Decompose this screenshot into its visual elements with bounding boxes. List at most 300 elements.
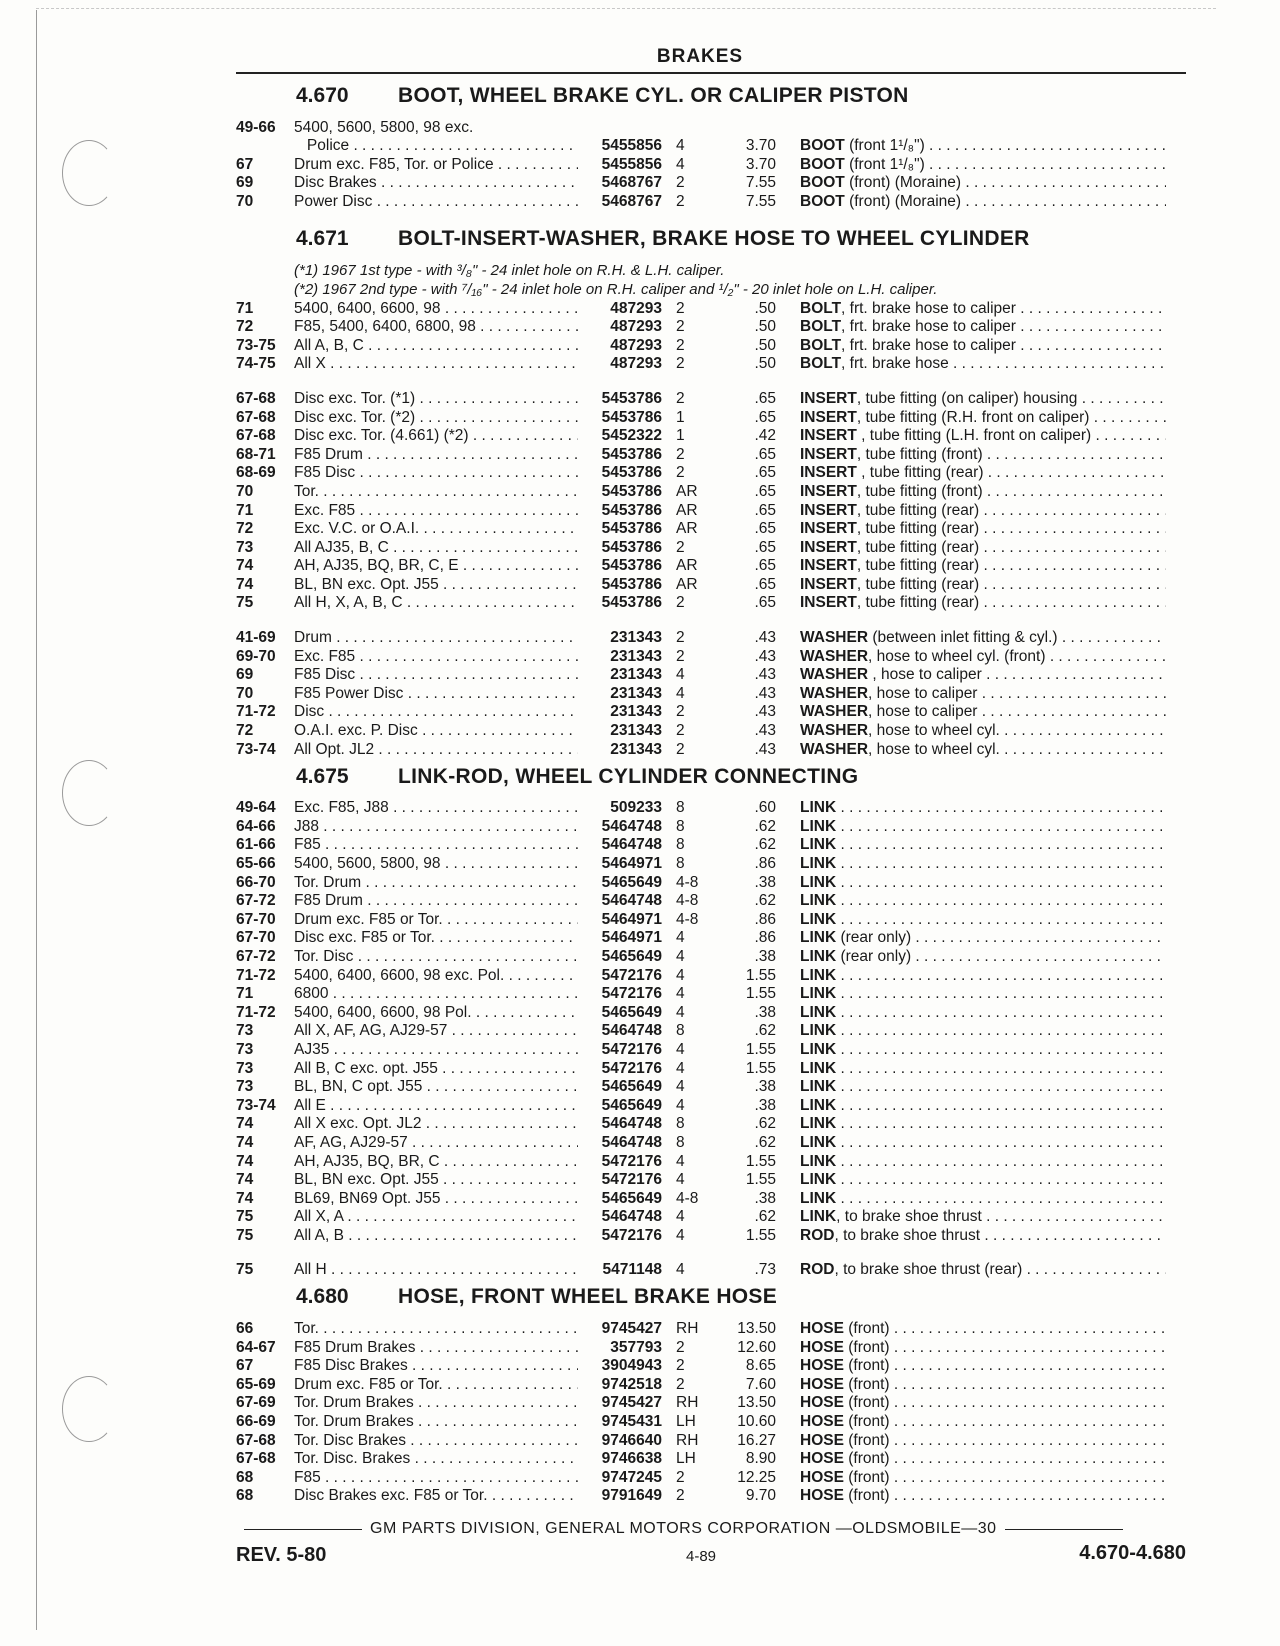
description [776, 685, 1166, 703]
description [776, 929, 1166, 947]
application: AJ35 . . . [294, 1041, 578, 1059]
application: All X, A . . . [294, 1208, 578, 1226]
part-number: 509233 [610, 799, 662, 817]
part-detail: , hose to wheel cyl. [868, 722, 1000, 740]
quantity: 4 [676, 1171, 685, 1189]
part-row [236, 1487, 1186, 1506]
part-number: 5453786 [601, 464, 662, 482]
application: All A, B . . . [294, 1227, 578, 1245]
part-row [236, 966, 1186, 985]
part-name: BOLT [800, 336, 842, 354]
section-title: BOLT-INSERT-WASHER, BRAKE HOSE TO WHEEL CYLINDER [398, 226, 1030, 250]
part-number: 5453786 [601, 538, 662, 556]
part-name: ROD [800, 1261, 835, 1279]
part-detail: (front) [843, 1450, 890, 1468]
part-name: LINK [800, 1133, 837, 1151]
part-row [236, 1375, 1186, 1394]
quantity: 2 [676, 722, 685, 740]
part-row [236, 137, 1186, 156]
application: AF, AG, AJ29-57 . . . [294, 1134, 578, 1152]
description [776, 409, 1166, 427]
quantity: 4 [676, 1226, 685, 1244]
model-years: 68 [236, 1468, 254, 1486]
part-name: INSERT [800, 482, 857, 500]
part-detail: , tube fitting (rear) [856, 464, 984, 482]
part-row [236, 1431, 1186, 1450]
part-row [236, 299, 1186, 318]
model-years: 72 [236, 520, 254, 538]
description [776, 193, 1166, 211]
description [776, 892, 1166, 910]
section-spacer [236, 211, 1186, 227]
part-number: 5455856 [601, 155, 662, 173]
quantity: 8 [676, 1133, 685, 1151]
part-number: 5464748 [601, 836, 662, 854]
application: BL, BN exc. Opt. J55 . . . [294, 1171, 578, 1189]
part-name: HOSE [800, 1394, 844, 1412]
part-row [236, 594, 1186, 613]
model-years: 70 [236, 684, 254, 702]
quantity: 1 [676, 408, 685, 426]
price: .62 [754, 1115, 776, 1133]
model-years: 66 [236, 1320, 254, 1338]
part-detail: (front) (Moraine) [844, 192, 962, 210]
quantity: 2 [676, 594, 685, 612]
price: .62 [754, 836, 776, 854]
description [776, 576, 1166, 594]
part-row [236, 1171, 1186, 1190]
price: .62 [754, 892, 776, 910]
description [776, 1261, 1166, 1279]
part-number: 5453786 [601, 408, 662, 426]
quantity: 2 [676, 464, 685, 482]
part-name: HOSE [800, 1320, 844, 1338]
description [776, 355, 1166, 373]
quantity: 4 [676, 1059, 685, 1077]
part-number: 5453786 [601, 501, 662, 519]
part-detail: (front) (Moraine) [844, 174, 962, 192]
part-row [236, 174, 1186, 193]
quantity: 4-8 [676, 873, 699, 891]
model-years: 67-68 [236, 408, 276, 426]
part-row [236, 1261, 1186, 1280]
price: .62 [754, 817, 776, 835]
quantity: 4 [676, 1152, 685, 1170]
description [776, 539, 1166, 557]
part-detail: (front) [843, 1487, 890, 1505]
part-row [236, 1022, 1186, 1041]
model-years: 73 [236, 1078, 254, 1096]
part-row [236, 817, 1186, 836]
quantity: 4 [676, 155, 685, 173]
price: .50 [754, 355, 776, 373]
description [776, 948, 1166, 966]
description [776, 985, 1166, 1003]
application: Disc . . . [294, 703, 578, 721]
part-detail: (front) [843, 1375, 890, 1393]
description [776, 1097, 1166, 1115]
price: 1.55 [745, 1152, 776, 1170]
part-number: 5465649 [601, 873, 662, 891]
part-number: 5453786 [601, 520, 662, 538]
model-years: 74 [236, 1189, 254, 1207]
description [776, 174, 1166, 192]
part-row [236, 1003, 1186, 1022]
price: .50 [754, 318, 776, 336]
description [776, 1413, 1166, 1431]
application: Disc Brakes exc. F85 or Tor. . . . [294, 1487, 578, 1505]
model-years: 75 [236, 594, 254, 612]
quantity: 4 [676, 1078, 685, 1096]
part-row [236, 740, 1186, 759]
part-name: INSERT [800, 464, 857, 482]
part-row [236, 355, 1186, 374]
part-detail: , tube fitting (R.H. front on caliper) [856, 408, 1090, 426]
quantity: AR [676, 557, 698, 575]
part-row [236, 1338, 1186, 1357]
application: F85, 5400, 6400, 6800, 98 . . . [294, 318, 578, 336]
part-name: LINK [800, 892, 837, 910]
price: 13.50 [737, 1394, 776, 1412]
description [776, 911, 1166, 929]
part-detail: , tube fitting (rear) [856, 594, 980, 612]
application: Disc exc. Tor. (4.661) (*2) . . . [294, 427, 578, 445]
part-detail: (rear only) [836, 929, 912, 947]
part-detail: , tube fitting (rear) [856, 501, 980, 519]
section-header [236, 765, 1186, 799]
description [776, 464, 1166, 482]
price: .86 [754, 929, 776, 947]
model-years: 71-72 [236, 966, 276, 984]
part-number: 5464748 [601, 892, 662, 910]
part-name: WASHER [800, 629, 869, 647]
part-number: 5468767 [601, 192, 662, 210]
price: .50 [754, 299, 776, 317]
footer-division-line [236, 1520, 1186, 1538]
part-name: LINK [800, 1096, 837, 1114]
part-row [236, 1059, 1186, 1078]
price: .38 [754, 1189, 776, 1207]
page-number: 4-89 [686, 1548, 717, 1565]
part-row [236, 985, 1186, 1004]
description [776, 722, 1166, 740]
part-row [236, 1357, 1186, 1376]
application: 6800 . . . [294, 985, 578, 1003]
model-years: 69 [236, 174, 254, 192]
description [776, 1115, 1166, 1133]
part-name: HOSE [800, 1468, 844, 1486]
part-detail: , tube fitting (rear) [856, 557, 980, 575]
part-number: 487293 [610, 318, 662, 336]
application: F85 Drum Brakes . . . [294, 1339, 578, 1357]
part-row [236, 1450, 1186, 1469]
part-number: 5465649 [601, 947, 662, 965]
model-years: 61-66 [236, 836, 276, 854]
binding-rule [36, 10, 37, 1630]
model-years: 64-66 [236, 817, 276, 835]
application: All E . . . [294, 1097, 578, 1115]
part-detail: , frt. brake hose to caliper [841, 336, 1016, 354]
description [776, 502, 1166, 520]
quantity: 4 [676, 684, 685, 702]
quantity: 2 [676, 629, 685, 647]
price: 7.55 [745, 174, 776, 192]
description [776, 1004, 1166, 1022]
application: Disc exc. Tor. (*2) . . . [294, 409, 578, 427]
price: 10.60 [737, 1413, 776, 1431]
part-number: 5472176 [601, 985, 662, 1003]
part-name: HOSE [800, 1487, 844, 1505]
model-years: 68-69 [236, 464, 276, 482]
part-detail: , tube fitting (front) [856, 445, 983, 463]
model-years: 72 [236, 318, 254, 336]
model-years: 74 [236, 575, 254, 593]
application: O.A.I. exc. P. Disc . . . [294, 722, 578, 740]
description [776, 967, 1166, 985]
part-detail: , hose to wheel cyl. (front) [868, 647, 1046, 665]
quantity: 2 [676, 1375, 685, 1393]
part-detail: , frt. brake hose to caliper [841, 299, 1016, 317]
model-years: 73 [236, 538, 254, 556]
price: .43 [754, 629, 776, 647]
price: .38 [754, 947, 776, 965]
description [776, 855, 1166, 873]
part-name: BOLT [800, 318, 842, 336]
part-name: INSERT [800, 501, 857, 519]
quantity: RH [676, 1320, 699, 1338]
model-years: 67-72 [236, 892, 276, 910]
description [776, 666, 1166, 684]
price: 7.60 [745, 1375, 776, 1393]
model-years: 41-69 [236, 629, 276, 647]
quantity: 2 [676, 389, 685, 407]
description [776, 1041, 1166, 1059]
part-number: 9746638 [601, 1450, 662, 1468]
part-number: 5464748 [601, 1208, 662, 1226]
part-row [236, 647, 1186, 666]
quantity: 2 [676, 336, 685, 354]
application: Drum . . . [294, 629, 578, 647]
part-name: BOOT [800, 174, 845, 192]
quantity: LH [676, 1413, 696, 1431]
part-number: 9747245 [601, 1468, 662, 1486]
section-header [236, 84, 1186, 118]
part-name: INSERT [800, 557, 857, 575]
model-years: 66-70 [236, 873, 276, 891]
application: Disc exc. F85 or Tor. . . . [294, 929, 578, 947]
quantity: 2 [676, 445, 685, 463]
part-row [236, 336, 1186, 355]
part-detail: , tube fitting (rear) [856, 575, 980, 593]
part-name: ROD [800, 1226, 835, 1244]
description [776, 703, 1166, 721]
description [776, 1394, 1166, 1412]
application: F85 Disc . . . [294, 666, 578, 684]
model-years: 67-68 [236, 389, 276, 407]
description [776, 1227, 1166, 1245]
price: .86 [754, 910, 776, 928]
description [776, 1469, 1166, 1487]
price: .65 [754, 557, 776, 575]
footer-division: GM PARTS DIVISION, GENERAL MOTORS CORPORATION —OLDSMOBILE—30 [370, 1520, 997, 1537]
quantity: 2 [676, 1357, 685, 1375]
application: 5400, 6400, 6600, 98 exc. Pol. . . . [294, 967, 578, 985]
application: 5400, 5600, 5800, 98 . . . [294, 855, 578, 873]
part-detail: , to brake shoe thrust (rear) [834, 1261, 1023, 1279]
application: AH, AJ35, BQ, BR, C, E . . . [294, 557, 578, 575]
group-spacer [236, 373, 1186, 389]
part-row [236, 464, 1186, 483]
part-name: LINK [800, 1040, 837, 1058]
part-name: LINK [800, 799, 837, 817]
description [776, 446, 1166, 464]
part-name: INSERT [800, 594, 857, 612]
part-number: 3904943 [601, 1357, 662, 1375]
part-row [236, 445, 1186, 464]
part-row [236, 155, 1186, 174]
model-years: 67-68 [236, 1431, 276, 1449]
application: 5400, 6400, 6600, 98 Pol. . . . [294, 1004, 578, 1022]
model-years: 73 [236, 1022, 254, 1040]
part-detail: , tube fitting (L.H. front on caliper) [856, 427, 1092, 445]
part-number: 5468767 [601, 174, 662, 192]
part-number: 5465649 [601, 1003, 662, 1021]
part-number: 5464971 [601, 855, 662, 872]
part-number: 5464748 [601, 1022, 662, 1040]
part-number: 231343 [610, 703, 662, 721]
part-row [236, 427, 1186, 446]
part-number: 9745431 [601, 1413, 662, 1431]
part-name: LINK [800, 929, 837, 947]
application: All X exc. Opt. JL2 . . . [294, 1115, 578, 1133]
part-name: BOLT [800, 355, 842, 373]
part-name: HOSE [800, 1431, 844, 1449]
quantity: 2 [676, 318, 685, 336]
footer-rule [1005, 1529, 1123, 1530]
part-name: WASHER [800, 740, 869, 758]
part-row [236, 910, 1186, 929]
application: Tor. Drum Brakes . . . [294, 1413, 578, 1431]
part-number: 5455856 [601, 137, 662, 155]
part-row [236, 408, 1186, 427]
quantity: 2 [676, 355, 685, 373]
part-number: 5472176 [601, 1152, 662, 1170]
part-row [236, 836, 1186, 855]
application: All X, AF, AG, AJ29-57 . . . [294, 1022, 578, 1040]
price: 1.55 [745, 1171, 776, 1189]
group-spacer [236, 612, 1186, 628]
quantity: 8 [676, 836, 685, 854]
price: 7.55 [745, 192, 776, 210]
quantity: 8 [676, 1115, 685, 1133]
price: .60 [754, 799, 776, 817]
part-number: 5465649 [601, 1189, 662, 1207]
part-number: 231343 [610, 647, 662, 665]
quantity: 2 [676, 174, 685, 192]
section-number: 4.675 [296, 764, 349, 788]
model-years: 67-68 [236, 427, 276, 445]
quantity: AR [676, 482, 698, 500]
description [776, 594, 1166, 612]
part-number: 5471148 [602, 1261, 662, 1279]
description [776, 1487, 1166, 1505]
part-number: 231343 [610, 722, 662, 740]
part-row [236, 1468, 1186, 1487]
section-range: 4.670-4.680 [1079, 1542, 1186, 1564]
application: All AJ35, B, C . . . [294, 539, 578, 557]
price: .65 [754, 575, 776, 593]
part-row [236, 1226, 1186, 1245]
part-name: WASHER [800, 647, 869, 665]
quantity: 2 [676, 1487, 685, 1505]
price: 13.50 [737, 1320, 776, 1338]
price: 1.55 [745, 985, 776, 1003]
price: .65 [754, 482, 776, 500]
part-number: 5452322 [601, 427, 662, 445]
model-years: 67-72 [236, 947, 276, 965]
quantity: 2 [676, 1338, 685, 1356]
application: Drum exc. F85, Tor. or Police . . . [294, 156, 578, 174]
application: Police . . . [294, 137, 578, 155]
part-name: LINK [800, 910, 837, 928]
description [776, 1432, 1166, 1450]
part-row [236, 1152, 1186, 1171]
quantity: AR [676, 575, 698, 593]
part-row [236, 520, 1186, 539]
model-years: 66-69 [236, 1413, 276, 1431]
section-title: LINK-ROD, WHEEL CYLINDER CONNECTING [398, 764, 859, 788]
part-detail: , tube fitting (on caliper) housing [856, 389, 1078, 407]
price: .38 [754, 1078, 776, 1096]
part-detail: (front) [843, 1338, 890, 1356]
model-years: 74 [236, 1115, 254, 1133]
part-detail: , tube fitting (rear) [856, 538, 980, 556]
description [776, 1153, 1166, 1171]
part-number: 231343 [610, 684, 662, 702]
application: Exc. V.C. or O.A.I. . . . [294, 520, 578, 538]
price: .62 [754, 1022, 776, 1040]
section-note: (*2) 1967 2nd type - with ⁷/₁₆" - 24 inlet hole on R.H. caliper and ¹/₂" - 20 inlet hole on L.H. caliper. [294, 280, 938, 298]
part-number: 487293 [610, 299, 662, 317]
description [776, 1339, 1166, 1357]
model-years: 67 [236, 1357, 254, 1375]
application: Exc. F85 . . . [294, 502, 578, 520]
part-name: HOSE [800, 1413, 844, 1431]
model-years: 64-67 [236, 1338, 276, 1356]
description [776, 300, 1166, 318]
part-row [236, 482, 1186, 501]
quantity: 2 [676, 740, 685, 758]
part-name: BOOT [800, 137, 845, 155]
part-number: 5472176 [601, 966, 662, 984]
description [776, 1190, 1166, 1208]
quantity: 4 [676, 929, 685, 947]
part-name: LINK [800, 817, 837, 835]
price: 12.60 [737, 1338, 776, 1356]
description [776, 1376, 1166, 1394]
application: F85 Disc . . . [294, 464, 578, 482]
application: Tor. Disc Brakes . . . [294, 1432, 578, 1450]
part-name: WASHER [800, 684, 869, 702]
application: Exc. F85 . . . [294, 648, 578, 666]
description [776, 648, 1166, 666]
quantity: 4 [676, 947, 685, 965]
price: .43 [754, 666, 776, 684]
description [776, 874, 1166, 892]
description [776, 427, 1166, 445]
description [776, 156, 1166, 174]
part-name: LINK [800, 1189, 837, 1207]
